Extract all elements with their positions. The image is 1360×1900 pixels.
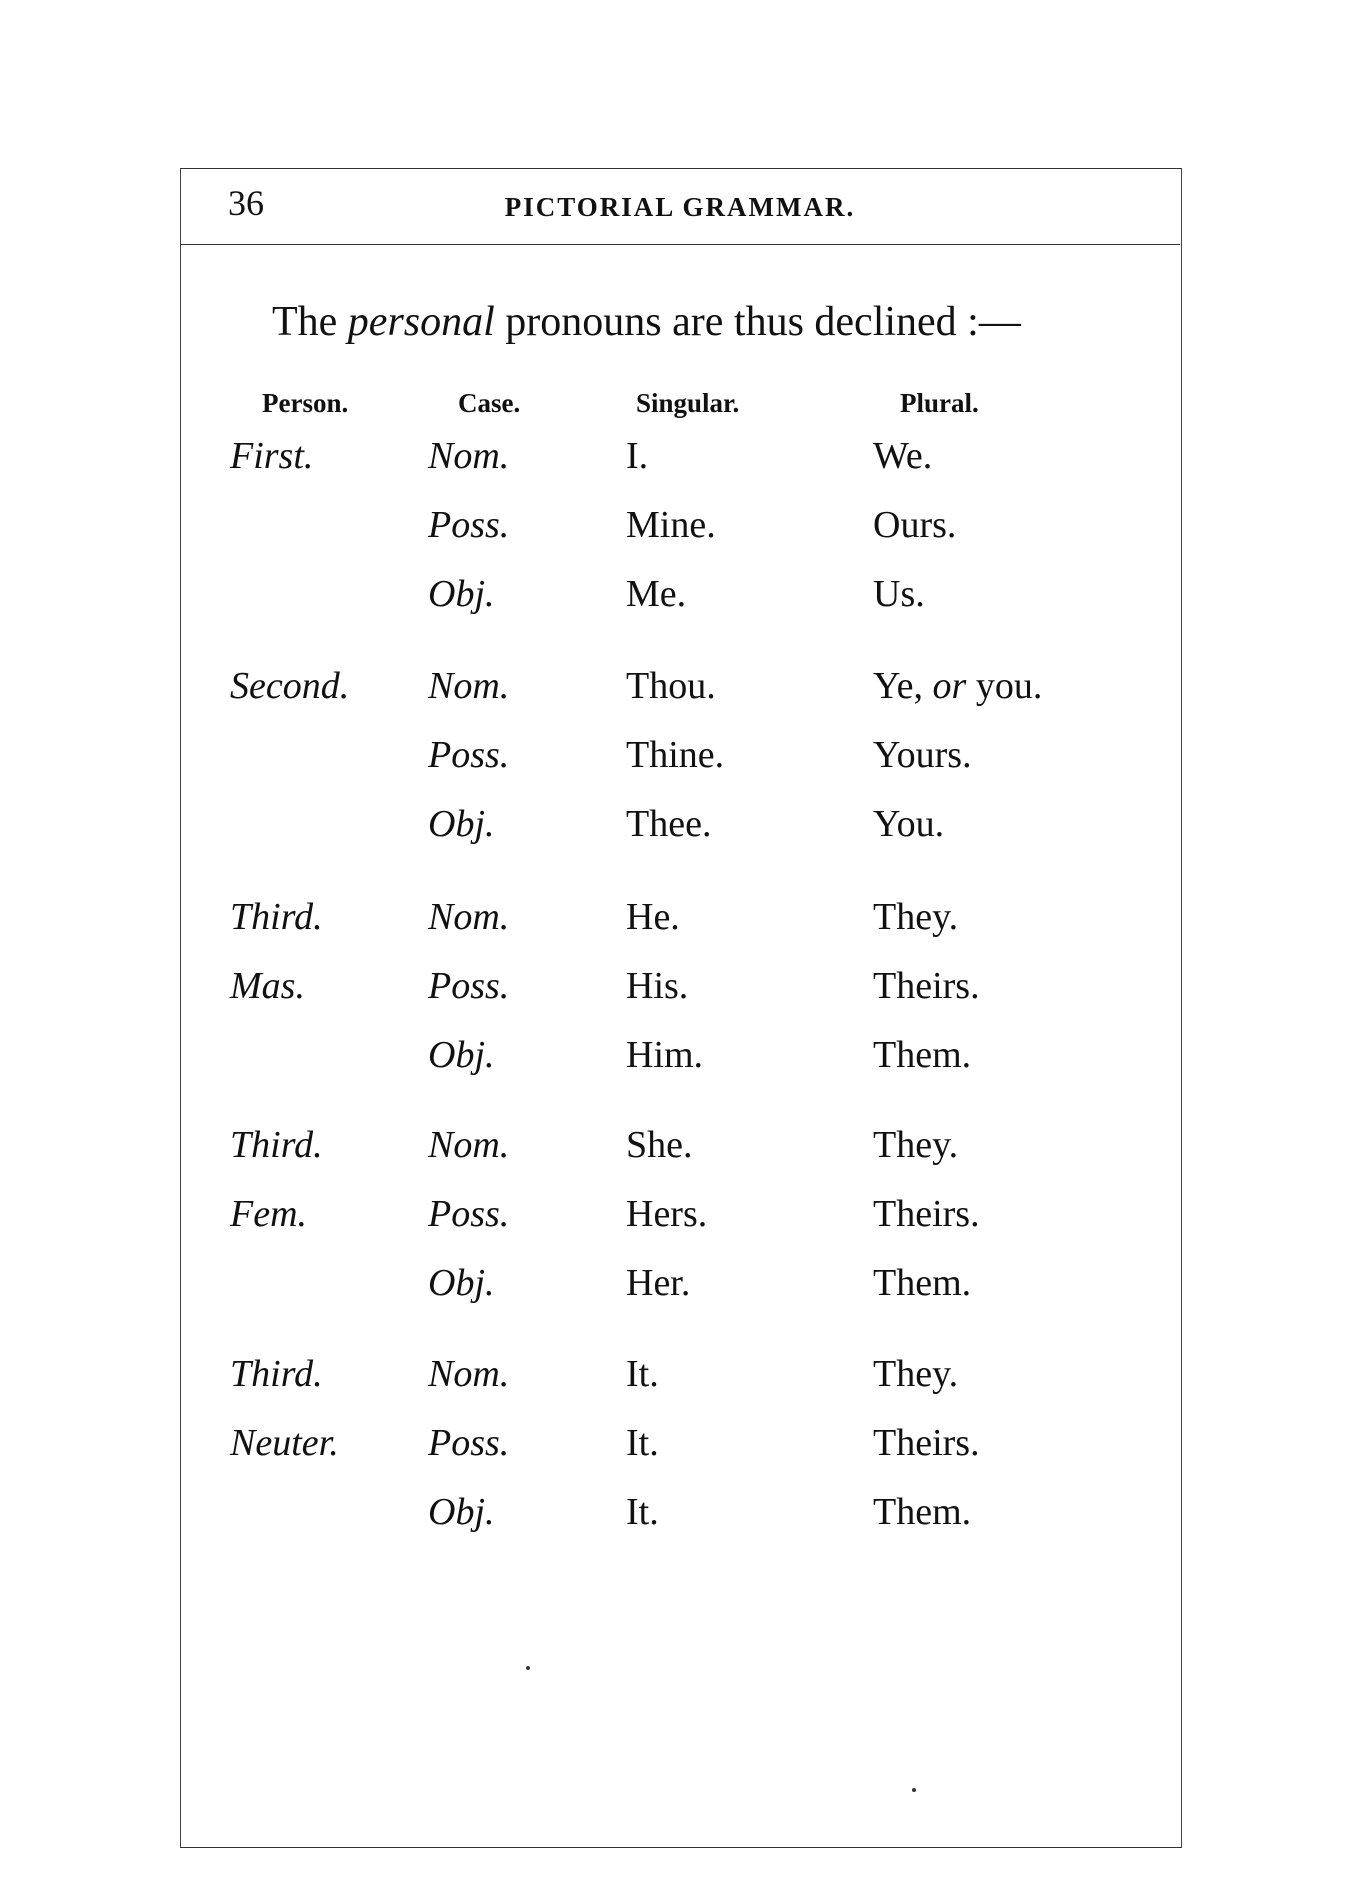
column-header-plural: Plural.: [900, 388, 979, 418]
cell-plural: Us.: [873, 573, 925, 615]
cell-singular: Thee.: [626, 803, 712, 845]
cell-plural: Theirs.: [873, 1193, 980, 1235]
cell-case: Nom.: [428, 665, 510, 707]
cell-singular: Him.: [626, 1034, 704, 1076]
cell-case: Obj.: [428, 803, 495, 845]
cell-plural: Yours.: [873, 734, 972, 776]
page-number: 36: [228, 183, 264, 223]
cell-plural: Them.: [873, 1034, 972, 1076]
cell-plural: Theirs.: [873, 965, 980, 1007]
cell-person: Neuter.: [230, 1422, 339, 1464]
cell-plural: They.: [873, 896, 959, 938]
cell-plural: We.: [873, 435, 933, 477]
cell-singular: It.: [626, 1491, 659, 1533]
running-title: PICTORIAL GRAMMAR.: [504, 192, 856, 222]
cell-singular: Me.: [626, 573, 687, 615]
print-speck: [912, 1788, 916, 1792]
cell-case: Nom.: [428, 1124, 510, 1166]
cell-case: Poss.: [428, 734, 510, 776]
cell-plural: Them.: [873, 1491, 972, 1533]
cell-singular: Hers.: [626, 1193, 708, 1235]
cell-plural: Ours.: [873, 504, 957, 546]
cell-case: Nom.: [428, 896, 510, 938]
cell-singular: She.: [626, 1124, 693, 1166]
cell-case: Obj.: [428, 1262, 495, 1304]
print-speck: [526, 1666, 530, 1670]
cell-singular: Her.: [626, 1262, 691, 1304]
plural-main: Ye,: [873, 665, 933, 707]
cell-singular: It.: [626, 1353, 659, 1395]
cell-singular: He.: [626, 896, 680, 938]
cell-person: Fem.: [230, 1193, 308, 1235]
cell-person: Third.: [230, 1353, 323, 1395]
cell-case: Poss.: [428, 965, 510, 1007]
intro-emphasis: personal: [347, 299, 495, 345]
cell-person: First.: [230, 435, 314, 477]
cell-person: Second.: [230, 665, 350, 707]
cell-case: Poss.: [428, 504, 510, 546]
cell-plural: Theirs.: [873, 1422, 980, 1464]
cell-singular: I.: [626, 435, 649, 477]
cell-case: Poss.: [428, 1193, 510, 1235]
cell-case: Nom.: [428, 435, 510, 477]
cell-plural: Them.: [873, 1262, 972, 1304]
cell-singular: His.: [626, 965, 689, 1007]
column-headers: [0, 388, 1360, 424]
cell-plural: [873, 664, 1042, 708]
column-header-case: Case.: [458, 388, 521, 418]
intro-text-before: The: [272, 299, 348, 345]
cell-plural: You.: [873, 803, 945, 845]
cell-singular: Thou.: [626, 665, 716, 707]
cell-plural: They.: [873, 1353, 959, 1395]
column-header-person: Person.: [262, 388, 349, 418]
cell-case: Obj.: [428, 573, 495, 615]
cell-case: Obj.: [428, 1491, 495, 1533]
intro-sentence: [272, 298, 1021, 346]
cell-person: Third.: [230, 896, 323, 938]
plural-emphasis: or: [932, 665, 967, 707]
cell-singular: It.: [626, 1422, 659, 1464]
column-header-singular: Singular.: [636, 388, 740, 418]
cell-case: Poss.: [428, 1422, 510, 1464]
plural-tail: you.: [966, 665, 1043, 707]
cell-person: Third.: [230, 1124, 323, 1166]
cell-plural: They.: [873, 1124, 959, 1166]
cell-singular: Mine.: [626, 504, 716, 546]
intro-text-after: pronouns are thus declined :—: [494, 299, 1021, 345]
cell-person: Mas.: [230, 965, 305, 1007]
cell-singular: Thine.: [626, 734, 725, 776]
cell-case: Obj.: [428, 1034, 495, 1076]
cell-case: Nom.: [428, 1353, 510, 1395]
running-head: [180, 168, 1180, 245]
